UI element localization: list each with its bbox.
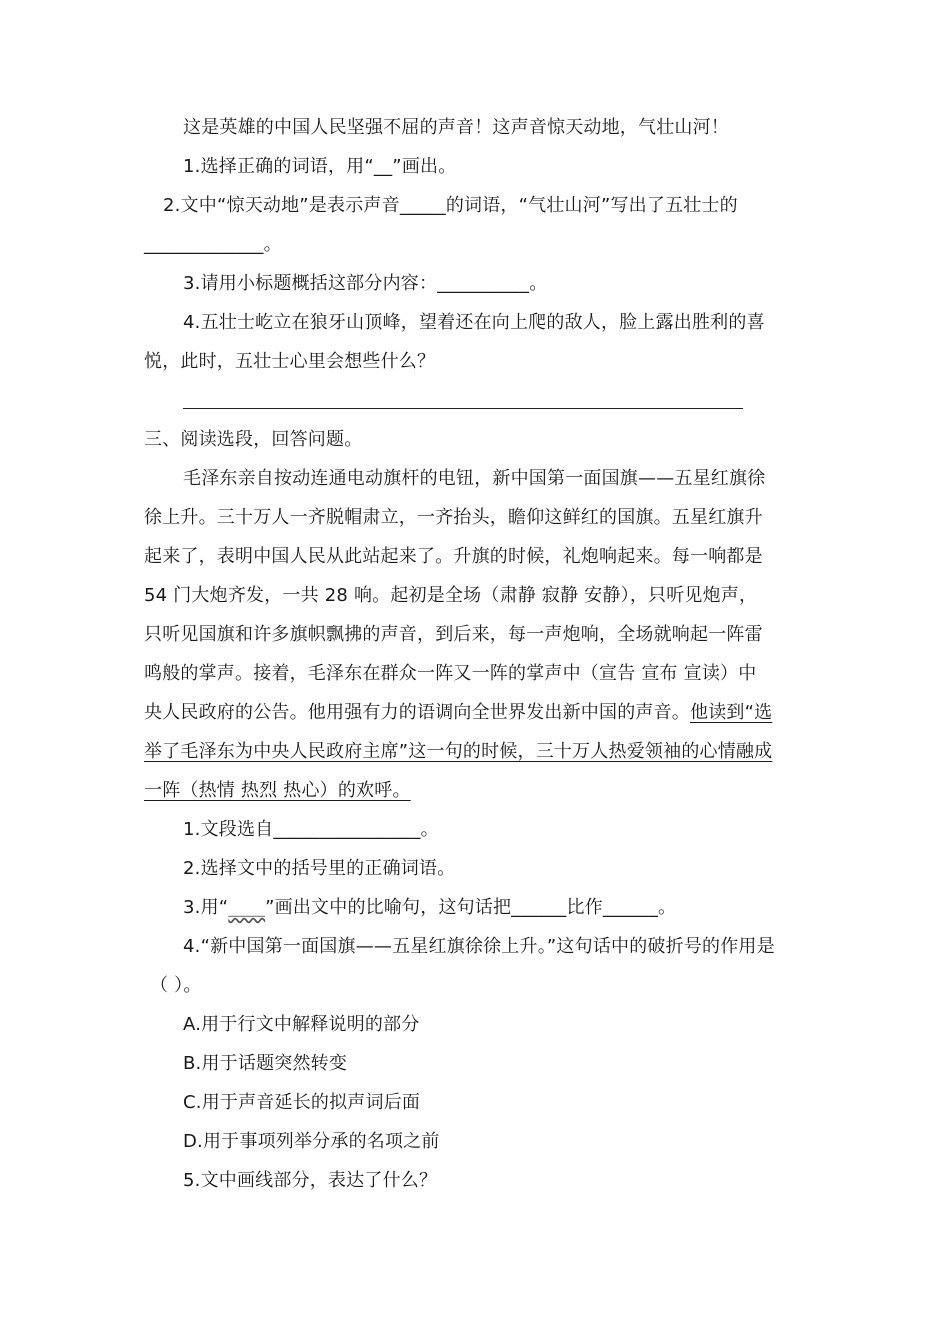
question-2-line-2: _____________。 [144,234,282,255]
question-5: 5.文中画线部分，表达了什么？ [183,1170,438,1191]
question-4-line-1: 4.“新中国第一面国旗——五星红旗徐徐上升。”这句话中的破折号的作用是 [183,936,775,957]
question-3-prompt: 3.请用小标题概括这部分内容： [183,273,438,294]
section-heading: 三、阅读选段，回答问题。 [144,429,363,450]
question-4-line-2: 悦，此时，五壮士心里会想些什么？ [144,351,436,372]
option-d: D.用于事项列举分承的名项之前 [183,1131,440,1152]
question-3 [183,896,676,920]
option-b: B.用于话题突然转变 [183,1053,348,1074]
question-1: 1.选择正确的词语，用“__”画出。 [183,156,457,177]
question-1: 1.文段选自________________。 [183,819,439,840]
underlined-passage-text: 他读到“选 [690,702,773,723]
question-3-end: 。 [529,273,548,294]
option-c: C.用于声音延长的拟声词后面 [183,1092,421,1113]
question-3-rest: ”画出文中的比喻句，这句话把______比作______。 [265,897,677,918]
passage-line [144,701,772,725]
question-2-line-1: 2.文中“惊天动地”是表示声音_____的词语，“气壮山河”写出了五壮士的 [163,195,738,216]
passage-line: 54 门大炮齐发，一共 28 响。起初是全场（肃静 寂静 安静），只听见炮声， [144,585,758,606]
underlined-passage-text: 举了毛泽东为中央人民政府主席”这一句的时候，三十万人热爱领袖的心情融成 [144,741,773,762]
question-2: 2.选择文中的括号里的正确词语。 [183,858,456,879]
passage-line: 鸣般的掌声。接着，毛泽东在群众一阵又一阵的掌声中（宣告 宣布 宣读）中 [144,663,757,684]
wavy-underline-mark: ____ [228,897,266,918]
passage-text: 央人民政府的公告。他用强有力的语调向全世界发出新中国的声音。 [144,702,690,723]
question-3 [183,272,547,296]
answer-line [183,408,743,409]
question-3-answer-blank: __________ [437,273,530,294]
option-a: A.用于行文中解释说明的部分 [183,1014,420,1035]
passage-line: 徐上升。三十万人一齐脱帽肃立，一齐抬头，瞻仰这鲜红的国旗。五星红旗升 [144,507,763,528]
question-4-line-1: 4.五壮士屹立在狼牙山顶峰，望着还在向上爬的敌人，脸上露出胜利的喜 [183,312,765,333]
passage-closing-line: 这是英雄的中国人民坚强不屈的声音！这声音惊天动地，气壮山河！ [183,117,729,138]
passage-line: 只听见国旗和许多旗帜飘拂的声音，到后来，每一声炮响，全场就响起一阵雷 [144,624,763,645]
underlined-passage-text: 一阵（热情 热烈 热心）的欢呼。 [144,780,411,801]
passage-line: 毛泽东亲自按动连通电动旗杆的电钮，新中国第一面国旗——五星红旗徐 [183,468,766,489]
question-3-prompt: 3.用“ [183,897,229,918]
question-4-answer-bracket: （ ）。 [150,975,202,996]
passage-line: 起来了，表明中国人民从此站起来了。升旗的时候，礼炮响起来。每一响都是 [144,546,763,567]
